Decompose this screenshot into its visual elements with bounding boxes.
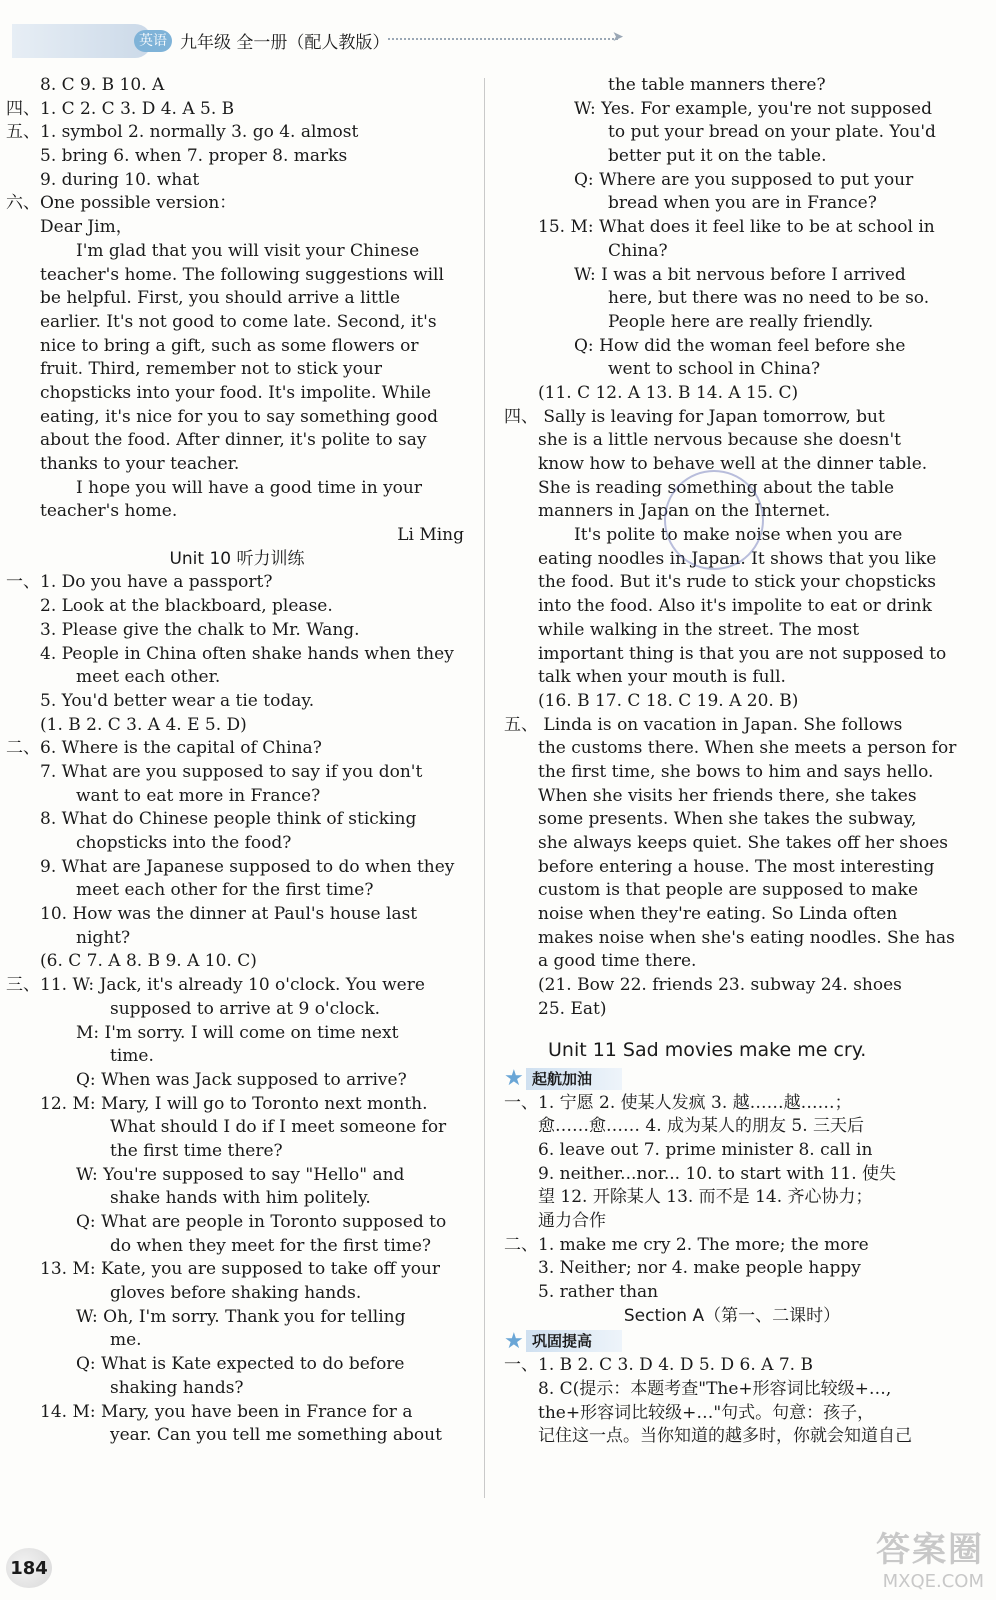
text-line: 通力合作 (538, 1210, 606, 1231)
text-line: manners in Japan on the Internet. (538, 501, 831, 522)
text-line: (21. Bow 22. friends 23. subway 24. shoes (538, 975, 902, 996)
text-line: 25. Eat) (538, 998, 607, 1019)
page-number: 184 (6, 1548, 52, 1588)
page-header (0, 0, 996, 70)
text-line: night? (76, 927, 131, 948)
stamp-watermark (664, 470, 764, 570)
text-line: 望 12. 开除某人 13. 而不是 14. 齐心协力； (538, 1187, 873, 1208)
text-line: W: Oh, I'm sorry. Thank you for telling (76, 1306, 406, 1327)
text-line: teacher's home. The following suggestions will (40, 264, 444, 285)
text-line: fruit. Third, remember not to stick your (40, 359, 382, 380)
text-line: to put your bread on your plate. You'd (608, 122, 936, 143)
text-line: 9. neither...nor... 10. to start with 11. 使失 (538, 1163, 897, 1184)
text-line: while walking in the street. The most (538, 619, 860, 640)
text-line: 2. Look at the blackboard, please. (40, 596, 333, 617)
text-line: a good time there. (538, 951, 697, 972)
text-line: Unit 10 听力训练 (169, 548, 305, 569)
text-line: the+形容词比较级+…"句式。句意：孩子， (538, 1402, 875, 1423)
text-line: 3. Please give the chalk to Mr. Wang. (40, 619, 360, 640)
text-line: here, but there was no need to be so. (608, 288, 930, 309)
text-line: better put it on the table. (608, 146, 827, 167)
text-line: 8. What do Chinese people think of sticking (40, 809, 417, 830)
text-line: 六、One possible version： (6, 193, 237, 214)
star-icon: ★ (504, 1328, 524, 1354)
tag-qihang-label: 起航加油 (526, 1068, 622, 1090)
star-icon: ★ (504, 1066, 524, 1091)
text-line: chopsticks into your food. It's impolite. While (40, 382, 432, 403)
text-line: eating noodles in Japan. It shows that you like (538, 548, 937, 569)
unit-11-title: Unit 11 Sad movies make me cry. (548, 1038, 867, 1061)
text-line: custom is that people are supposed to make (538, 880, 919, 901)
text-line: teacher's home. (40, 501, 178, 522)
text-line: 14. M: Mary, you have been in France for a (40, 1401, 413, 1422)
text-line: the first time, she bows to him and says hello. (538, 761, 934, 782)
text-line: noise when they're eating. So Linda often (538, 904, 898, 925)
text-line: 8. C 9. B 10. A (40, 75, 165, 95)
text-line: 记住这一点。当你知道的越多时，你就会知道自己 (538, 1426, 912, 1447)
text-line: 3. Neither; nor 4. make people happy (538, 1258, 861, 1279)
site-watermark (876, 1522, 984, 1592)
text-line: 一、1. 宁愿 2. 使某人发疯 3. 越……越……； (504, 1092, 852, 1113)
arrow-icon: ➤ (612, 29, 624, 45)
unit-11-vocab-answers (504, 1092, 960, 1305)
text-line: meet each other for the first time? (76, 880, 374, 901)
text-line: Q: How did the woman feel before she (574, 335, 906, 356)
text-line: the first time there? (110, 1140, 283, 1161)
text-line: thanks to your teacher. (40, 454, 240, 474)
text-line: 四、 Sally is leaving for Japan tomorrow, but (504, 406, 885, 427)
text-line: I'm glad that you will visit your Chinese (76, 240, 420, 261)
header-decoration (12, 24, 152, 58)
watermark-logo: 答案圈 (876, 1530, 984, 1570)
text-line: I hope you will have a good time in your (76, 477, 422, 498)
tag-qihang (504, 1066, 960, 1092)
text-line: 二、6. Where is the capital of China? (6, 738, 322, 759)
header-dotted-line (388, 38, 618, 40)
text-line: Q: What are people in Toronto supposed to (76, 1212, 447, 1232)
text-line: (16. B 17. C 18. C 19. A 20. B) (538, 690, 799, 711)
text-line: Q: What is Kate expected to do before (76, 1354, 405, 1375)
text-line: 一、1. Do you have a passport? (6, 572, 273, 593)
text-line: before entering a house. The most interesting (538, 856, 935, 877)
text-line: 7. What are you supposed to say if you don't (40, 761, 423, 782)
text-line: about the food. After dinner, it's polite to say (40, 430, 427, 451)
text-line: Q: Where are you supposed to put your (574, 169, 914, 190)
text-line: 9. during 10. what (40, 169, 200, 190)
text-line: (1. B 2. C 3. A 4. E 5. D) (40, 714, 247, 735)
text-line: the customs there. When she meets a person for (538, 738, 957, 759)
text-line: 四、1. C 2. C 3. D 4. A 5. B (6, 98, 235, 119)
text-line: People here are really friendly. (608, 311, 874, 332)
text-line: meet each other. (76, 667, 221, 688)
text-line: chopsticks into the food? (76, 833, 292, 853)
text-line: W: You're supposed to say "Hello" and (76, 1164, 405, 1185)
text-line: shake hands with him politely. (110, 1188, 371, 1209)
text-line: bread when you are in France? (608, 193, 877, 214)
text-line: the table manners there? (608, 75, 826, 95)
text-line: the food. But it's rude to stick your chopsticks (538, 572, 936, 593)
text-line: earlier. It's not good to come late. Second, it's (40, 311, 437, 332)
text-line: Li Ming (397, 525, 464, 546)
watermark-url: MXQE.COM (882, 1571, 984, 1592)
text-line: It's polite to make noise when you are (574, 525, 903, 546)
section-a-title: Section A（第一、二课时） (623, 1305, 841, 1326)
tag-gonggu-label: 巩固提高 (526, 1330, 622, 1352)
text-line: some presents. When she takes the subway, (538, 809, 917, 830)
text-line: into the food. Also it's impolite to eat or drink (538, 596, 932, 617)
text-line: 10. How was the dinner at Paul's house last (40, 904, 418, 925)
text-line: me. (110, 1330, 142, 1351)
text-line: 愈……愈…… 4. 成为某人的朋友 5. 三天后 (538, 1116, 865, 1137)
text-line: (6. C 7. A 8. B 9. A 10. C) (40, 951, 257, 972)
text-line: M: I'm sorry. I will come on time next (76, 1022, 399, 1043)
text-line: 一、1. B 2. C 3. D 4. D 5. D 6. A 7. B (504, 1355, 813, 1376)
text-line: (11. C 12. A 13. B 14. A 15. C) (538, 382, 799, 403)
text-line: W: Yes. For example, you're not supposed (574, 98, 932, 119)
text-line: know how to behave well at the dinner table. (538, 454, 928, 474)
text-line: time. (110, 1046, 154, 1067)
text-line: 5. bring 6. when 7. proper 8. marks (40, 146, 348, 167)
text-line: she is a little nervous because she doesn't (538, 430, 901, 451)
text-line: 13. M: Kate, you are supposed to take off your (40, 1259, 441, 1280)
text-line: 五、 Linda is on vacation in Japan. She follows (504, 714, 903, 735)
text-line: When she visits her friends there, she takes (538, 785, 917, 806)
tag-gonggu (504, 1328, 960, 1354)
text-line: 5. rather than (538, 1282, 659, 1302)
unit-11-practice-answers (504, 1354, 960, 1449)
text-line: W: I was a bit nervous before I arrived (574, 264, 906, 285)
subject-badge: 英语 (134, 30, 172, 52)
text-line: 8. C(提示：本题考查"The+形容词比较级+…, (538, 1379, 892, 1400)
text-line: China? (608, 240, 668, 261)
right-column (504, 74, 960, 1449)
text-line: She is reading something about the table (538, 477, 895, 498)
text-line: What should I do if I meet someone for (110, 1117, 447, 1138)
text-line: 15. M: What does it feel like to be at school in (538, 217, 935, 238)
text-line: year. Can you tell me something about (110, 1425, 442, 1446)
text-line: 五、1. symbol 2. normally 3. go 4. almost (6, 122, 359, 143)
text-line: 9. What are Japanese supposed to do when they (40, 856, 455, 877)
text-line: Q: When was Jack supposed to arrive? (76, 1069, 407, 1090)
text-line: nice to bring a gift, such as some flowers or (40, 335, 419, 356)
text-line: shaking hands? (110, 1377, 244, 1398)
grade-label: 九年级 全一册（配人教版） (180, 33, 390, 53)
text-line: do when they meet for the first time? (110, 1235, 432, 1256)
text-line: makes noise when she's eating noodles. She has (538, 927, 955, 948)
text-line: be helpful. First, you should arrive a little (40, 288, 401, 309)
text-line: 5. You'd better wear a tie today. (40, 690, 315, 711)
text-line: 12. M: Mary, I will go to Toronto next month. (40, 1093, 428, 1114)
text-line: went to school in China? (608, 359, 821, 380)
text-line: gloves before shaking hands. (110, 1283, 362, 1304)
column-divider (484, 78, 485, 1498)
text-line: 二、1. make me cry 2. The more; the more (504, 1234, 869, 1255)
text-line: eating, it's nice for you to say something good (40, 406, 438, 427)
text-line: 4. People in China often shake hands when they (40, 643, 454, 664)
text-line: 6. leave out 7. prime minister 8. call in (538, 1139, 873, 1160)
text-line: supposed to arrive at 9 o'clock. (110, 998, 381, 1019)
left-column (6, 74, 468, 1448)
text-line: important thing is that you are not supposed to (538, 643, 947, 664)
text-line: Dear Jim， (40, 217, 133, 238)
text-line: she always keeps quiet. She takes off her shoes (538, 833, 948, 853)
text-line: want to eat more in France? (76, 785, 321, 806)
text-line: talk when your mouth is full. (538, 667, 786, 688)
text-line: 三、11. W: Jack, it's already 10 o'clock. You were (6, 975, 425, 996)
